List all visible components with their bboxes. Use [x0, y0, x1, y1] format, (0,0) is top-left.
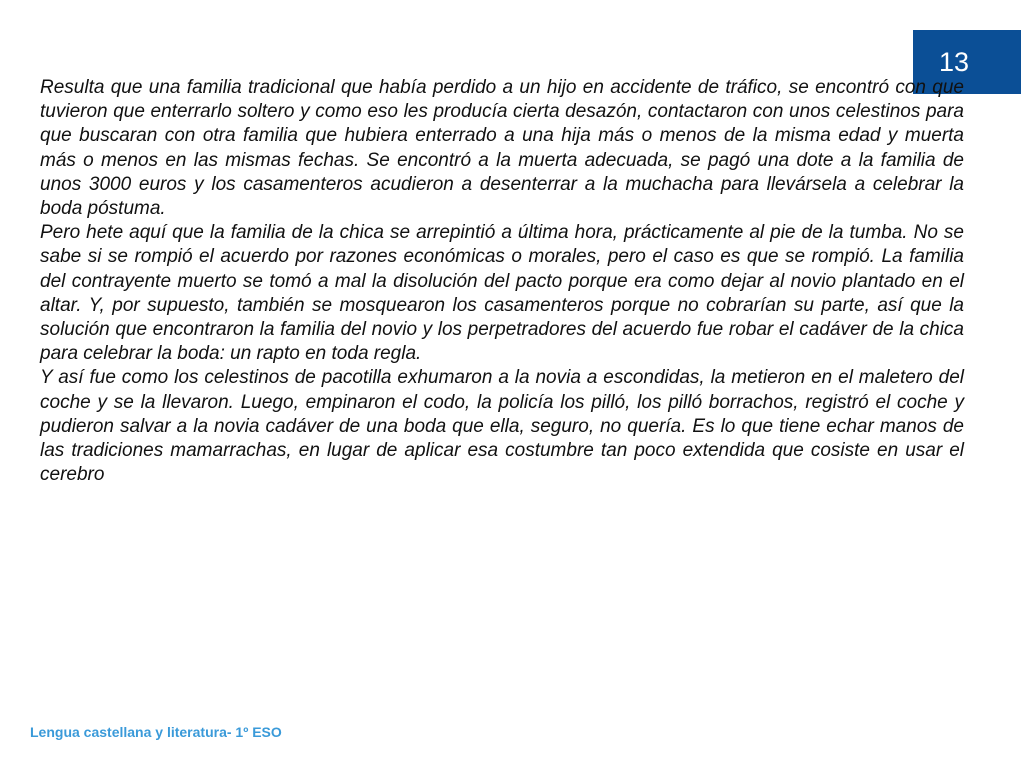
paragraph-3: Y así fue como los celestinos de pacotilla exhumaron a la novia a escondidas, la metieron en el maletero del coche y se la llevaron. Luego, empinaron el codo, la policía los pilló, los pilló borrachos, registró el coche y pudieron salvar a la novia cadáver de una boda que ella, seguro, no quería. Es lo que tiene echar manos de las tradiciones mamarrachas, en lugar de aplicar esa costumbre tan poco extendida que cosiste en usar el cerebro	[40, 367, 964, 486]
slide-body-text	[40, 76, 964, 487]
footer-course-label: Lengua castellana y literatura- 1º ESO	[30, 724, 282, 740]
page-number: 13	[939, 46, 970, 77]
paragraph-2: Pero hete aquí que la familia de la chica se arrepintió a última hora, prácticamente al pie de la tumba. No se sabe si se rompió el acuerdo por razones económicas o morales, pero el caso es que se rompió. La familia del contrayente muerto se tomó a mal la disolución del pacto porque era como dejar al novio plantado en el altar. Y, por supuesto, también se mosquearon los casamenteros porque no cobrarían su parte, así que la solución que encontraron la familia del novio y los perpetradores del acuerdo fue robar el cadáver de la chica para celebrar la boda: un rapto en toda regla.	[40, 222, 964, 365]
paragraph-1: Resulta que una familia tradicional que había perdido a un hijo en accidente de tráfico, se encontró con que tuvieron que enterrarlo soltero y como eso les producía cierta desazón, contactaron con unos celestinos para que buscaran con otra familia que hubiera enterrado a una hija más o menos de la misma edad y muerta más o menos en las mismas fechas. Se encontró a la muerta adecuada, se pagó una dote a la familia de unos 3000 euros y los casamenteros acudieron a desenterrar a la muchacha para llevársela a celebrar la boda póstuma.	[40, 77, 964, 220]
